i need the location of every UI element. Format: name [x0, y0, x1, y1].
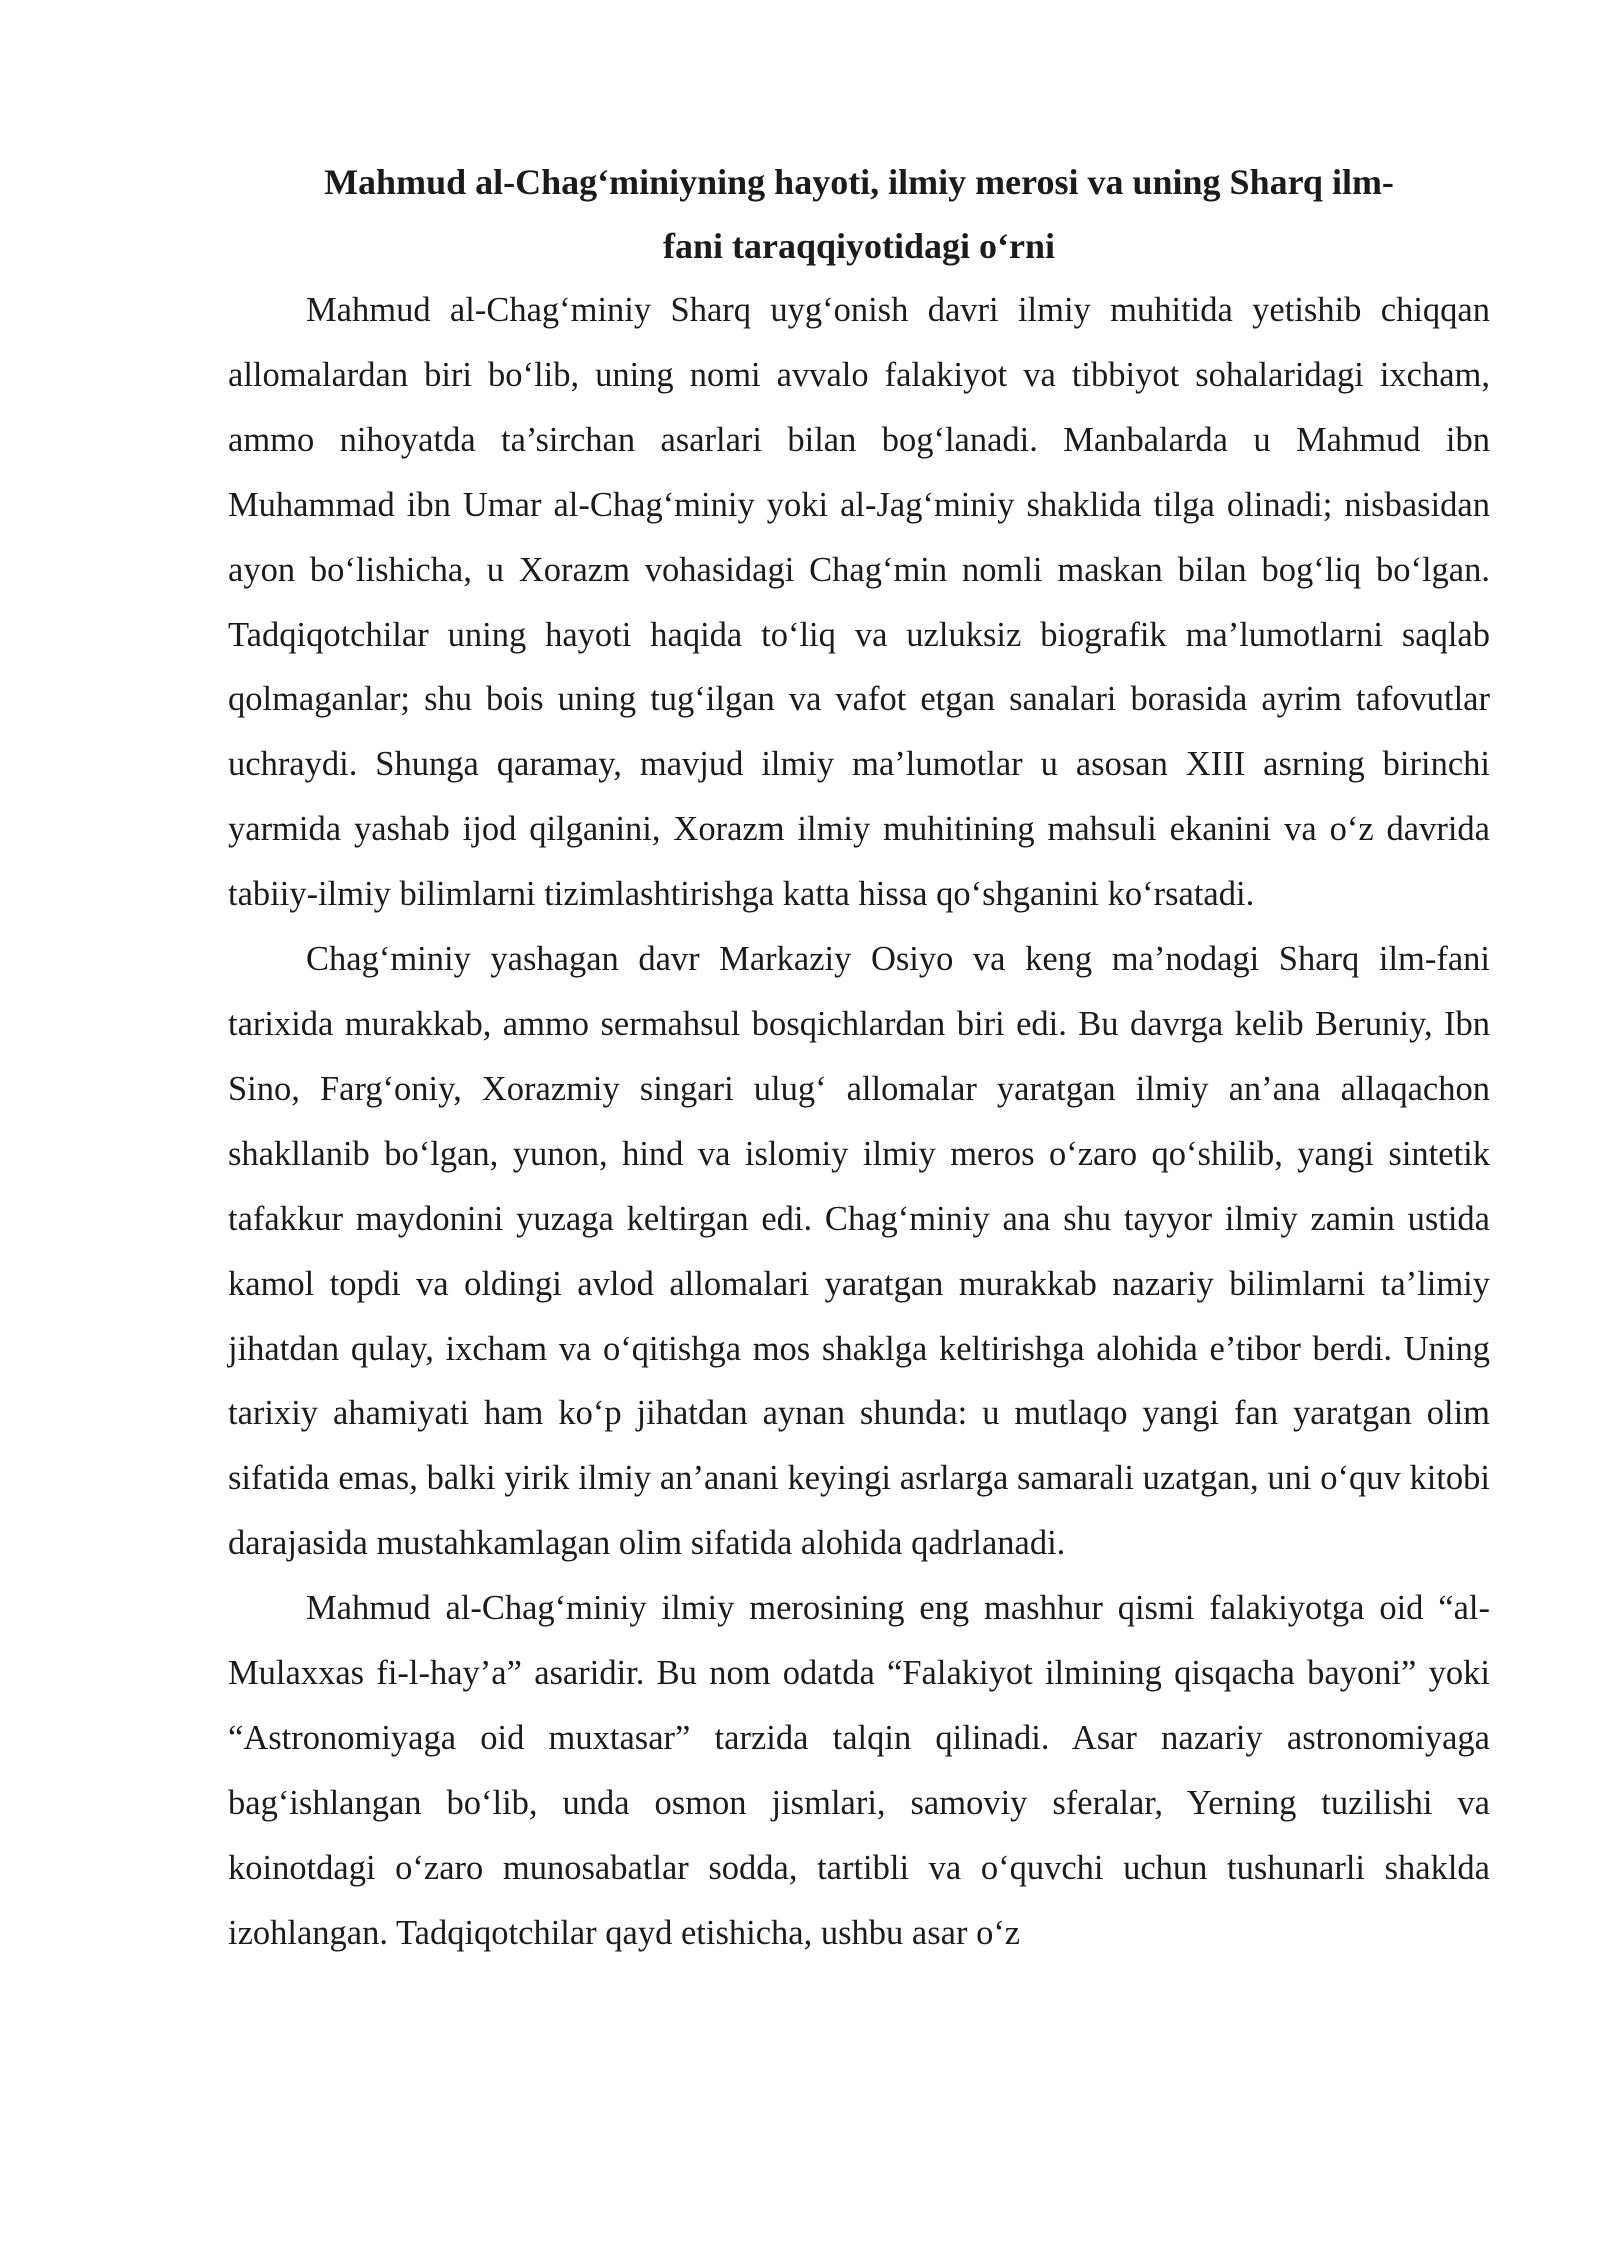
- document-page: [228, 150, 1490, 1966]
- document-title: [228, 150, 1490, 278]
- paragraph-3: Mahmud al-Chag‘miniy ilmiy merosining eng mashhur qismi falakiyotga oid “al-Mulaxxas fi-l-hay’a” asaridir. Bu nom odatda “Falakiyot ilmining qisqacha bayoni” yoki “Astronomiyaga oid muxtasar” tarzida talqin qilinadi. Asar nazariy astronomiyaga bag‘ishlangan bo‘lib, unda osmon jismlari, samoviy sferalar, Yerning tuzilishi va koinotdagi o‘zaro munosabatlar sodda, tartibli va o‘quvchi uchun tushunarli shaklda izohlangan. Tadqiqotchilar qayd etishicha, ushbu asar o‘z: [228, 1589, 1490, 1952]
- paragraph-1: Mahmud al-Chag‘miniy Sharq uyg‘onish davri ilmiy muhitida yetishib chiqqan allomalardan biri bo‘lib, uning nomi avvalo falakiyot va tibbiyot sohalaridagi ixcham, ammo nihoyatda ta’sirchan asarlari bilan bog‘lanadi. Manbalarda u Mahmud ibn Muhammad ibn Umar al-Chag‘miniy yoki al-Jag‘miniy shaklida tilga olinadi; nisbasidan ayon bo‘lishicha, u Xorazm vohasidagi Chag‘min nomli maskan bilan bog‘liq bo‘lgan. Tadqiqotchilar uning hayoti haqida to‘liq va uzluksiz biografik ma’lumotlarni saqlab qolmaganlar; shu bois uning tug‘ilgan va vafot etgan sanalari borasida ayrim tafovutlar uchraydi. Shunga qaramay, mavjud ilmiy ma’lumotlar u asosan XIII asrning birinchi yarmida yashab ijod qilganini, Xorazm ilmiy muhitining mahsuli ekanini va o‘z davrida tabiiy-ilmiy bilimlarni tizimlashtirishga katta hissa qo‘shganini ko‘rsatadi.: [228, 291, 1490, 914]
- title-line-1: Mahmud al-Chag‘miniyning hayoti, ilmiy merosi va uning Sharq ilm-: [324, 162, 1394, 202]
- paragraph-2: Chag‘miniy yashagan davr Markaziy Osiyo va keng ma’nodagi Sharq ilm-fani tarixida murakkab, ammo sermahsul bosqichlardan biri edi. Bu davrga kelib Beruniy, Ibn Sino, Farg‘oniy, Xorazmiy singari ulug‘ allomalar yaratgan ilmiy an’ana allaqachon shakllanib bo‘lgan, yunon, hind va islomiy ilmiy meros o‘zaro qo‘shilib, yangi sintetik tafakkur maydonini yuzaga keltirgan edi. Chag‘miniy ana shu tayyor ilmiy zamin ustida kamol topdi va oldingi avlod allomalari yaratgan murakkab nazariy bilimlarni ta’limiy jihatdan qulay, ixcham va o‘qitishga mos shaklga keltirishga alohida e’tibor berdi. Uning tarixiy ahamiyati ham ko‘p jihatdan aynan shunda: u mutlaqo yangi fan yaratgan olim sifatida emas, balki yirik ilmiy an’anani keyingi asrlarga samarali uzatgan, uni o‘quv kitobi darajasida mustahkamlagan olim sifatida alohida qadrlanadi.: [228, 940, 1490, 1563]
- title-line-2: fani taraqqiyotidagi o‘rni: [662, 226, 1056, 266]
